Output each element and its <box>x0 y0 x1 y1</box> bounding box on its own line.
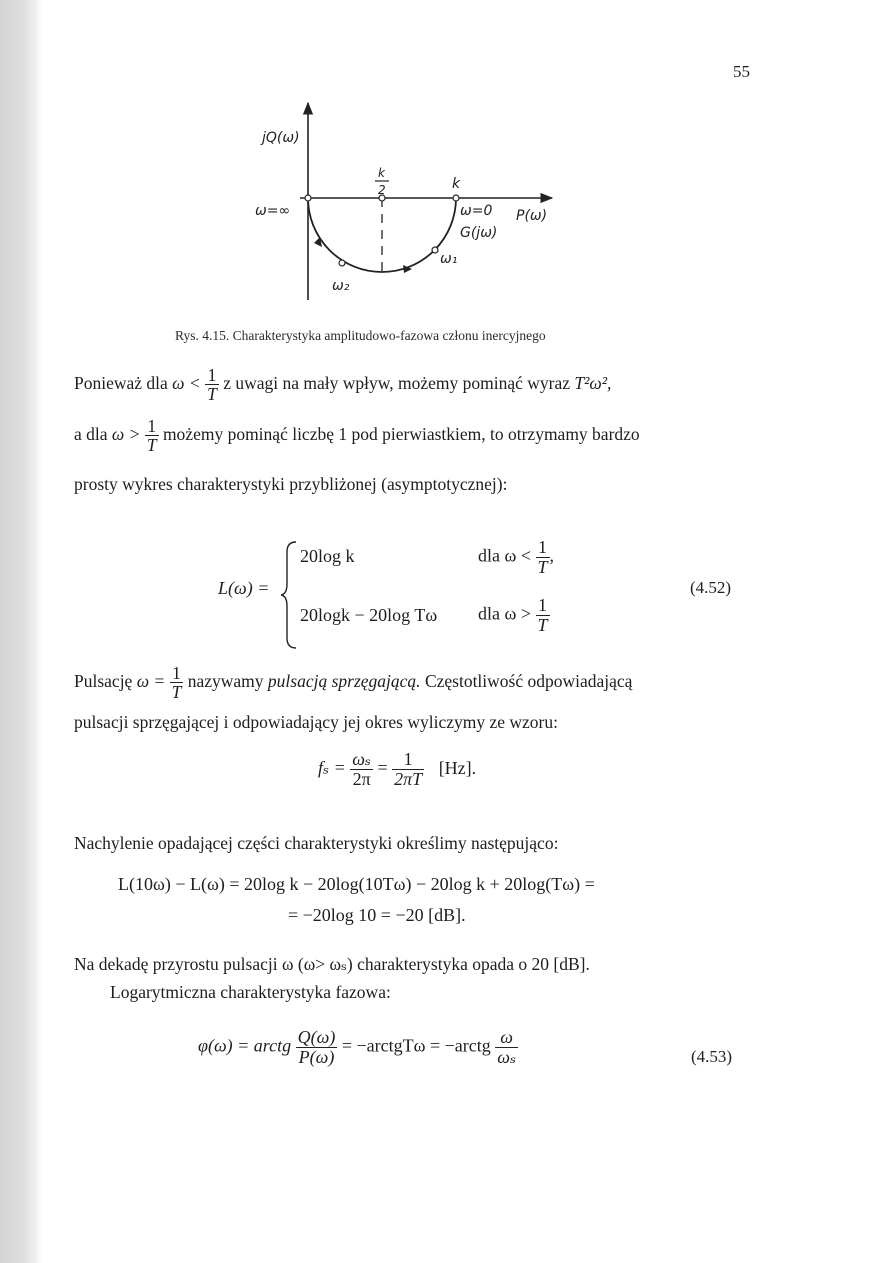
eq452-brace <box>281 540 299 650</box>
point-w-inf <box>305 195 311 201</box>
eq452-case2-cond: dla ω > $\frac{1}{T}$ <box>478 595 548 635</box>
paragraph-line-2: a dla ω > $\frac{1}{T}$ możemy pominąć liczbę 1 pod pierwiastkiem, to otrzymamy bardzo <box>74 416 640 456</box>
eq452-number: (4.52) <box>690 578 732 597</box>
eq452-case1-cond: dla ω < $\frac{1}{T}$ , <box>478 537 555 577</box>
paragraph-line-1: Ponieważ dla ω < $\frac{1}{T}$ z uwagi na mały wpływ, możemy pominąć wyraz T²ω², <box>74 365 612 405</box>
y-axis-label: jQ(ω) <box>262 130 300 146</box>
page-binding-shadow <box>0 0 42 1263</box>
paragraph-line-6: Nachylenie opadającej części charakterystyki określimy następująco: <box>74 833 559 853</box>
label-w-zero: ω=0 <box>460 203 493 219</box>
label-w1: ω₁ <box>440 251 458 267</box>
page-number: 55 <box>733 62 750 81</box>
label-k-half-num: k <box>378 166 385 180</box>
point-w2 <box>339 260 345 266</box>
label-g-jw: G(jω) <box>460 225 498 241</box>
equation-4-53: φ(ω) = arctg $\frac{Q(\omega)}{P(\omega)}$ = −arctgTω = −arctg $\frac{\omega}{\text{ωₛ}}$ <box>198 1027 517 1067</box>
nyquist-figure <box>240 95 580 310</box>
equation-4-52 <box>218 538 818 648</box>
paragraph-line-5: pulsacji sprzęgającej i odpowiadający jej okres wyliczymy ze wzoru: <box>74 712 558 732</box>
equation-fs: fₛ = $\frac{\text{ωₛ}}{2\pi}$ = $\frac{1}{2\pi T}$ [Hz]. <box>318 749 477 789</box>
eq452-lhs: L(ω) = <box>218 578 270 598</box>
x-axis-label: P(ω) <box>516 208 548 224</box>
label-w2: ω₂ <box>332 278 350 294</box>
point-k <box>453 195 459 201</box>
eq452-case2: 20logk − 20log Tω <box>300 605 438 625</box>
point-w1 <box>432 247 438 253</box>
equation-slope-line-1: L(10ω) − L(ω) = 20log k − 20log(10Tω) − 20log k + 20log(Tω) = <box>118 874 595 894</box>
eq453-number: (4.53) <box>691 1047 733 1066</box>
equation-slope-line-2: = −20log 10 = −20 [dB]. <box>288 905 466 925</box>
eq452-case1: 20log k <box>300 546 355 566</box>
paragraph-line-8: Logarytmiczna charakterystyka fazowa: <box>110 982 391 1002</box>
paragraph-line-7: Na dekadę przyrostu pulsacji ω (ω> ωₛ) charakterystyka opada o 20 [dB]. <box>74 954 590 974</box>
paragraph-line-4: Pulsację ω = $\frac{1}{T}$ nazywamy pulsacją sprzęgającą. Częstotliwość odpowiadającą <box>74 663 633 703</box>
paragraph-line-3: prosty wykres charakterystyki przybliżonej (asymptotycznej): <box>74 474 508 494</box>
label-k-half-den: 2 <box>378 183 386 197</box>
label-k: k <box>452 176 461 192</box>
label-w-inf: ω=∞ <box>255 203 291 219</box>
figure-caption: Rys. 4.15. Charakterystyka amplitudowo-fazowa członu inercyjnego <box>175 328 546 343</box>
